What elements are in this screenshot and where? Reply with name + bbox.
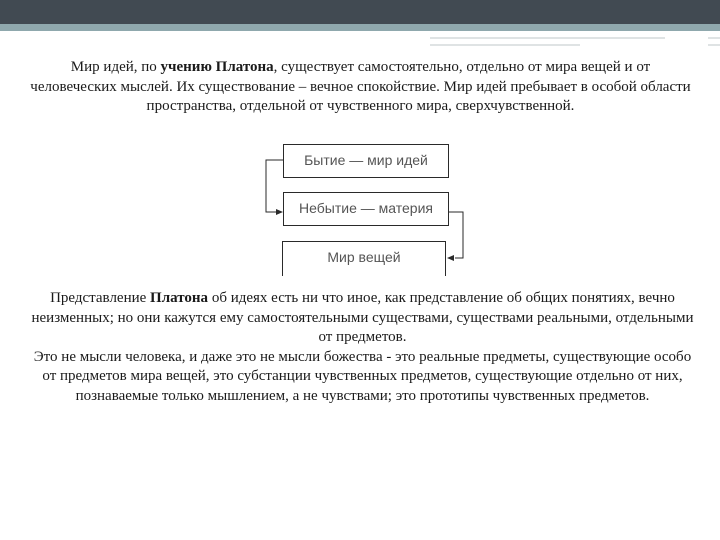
- paragraph-plato-ideas: [30, 289, 695, 406]
- diagram-box-world-of-things: Мир вещей: [282, 241, 446, 276]
- diagram-box-world-of-ideas: Бытие — мир идей: [283, 144, 449, 178]
- diagram-box-matter: Небытие — материя: [283, 192, 449, 226]
- paragraph-intro-start: Мир идей, по: [70, 59, 161, 75]
- paragraph-plato-bold: Платона: [150, 290, 209, 306]
- paragraph-plato-start: Представление: [50, 290, 151, 306]
- paragraph-intro-bold: учению Платона: [160, 59, 274, 75]
- paragraph-intro-rest: , существует самостоятельно, отдельно от мира вещей и от человеческих мыслей. Их существование – вечное спокойствие. Мир идей пребывает в особой области пространства, отдельной от чувственного мира, сверхчувственной.: [30, 59, 691, 114]
- paragraph-plato-rest: об идеях есть ни что иное, как представление об общих понятиях, вечно неизменных; но они кажутся ему самостоятельными существами, существами реальными, отдельными от предметов.: [31, 290, 694, 345]
- paragraph-plato-continued: Это не мысли человека, и даже это не мысли божества - это реальные предметы, существующие особо от предметов мира вещей, это субстанции чувственных предметов, существующие отдельно от них, познаваемые только мышлением, а не чувствами; это прототипы чувственных предметов.: [33, 348, 692, 404]
